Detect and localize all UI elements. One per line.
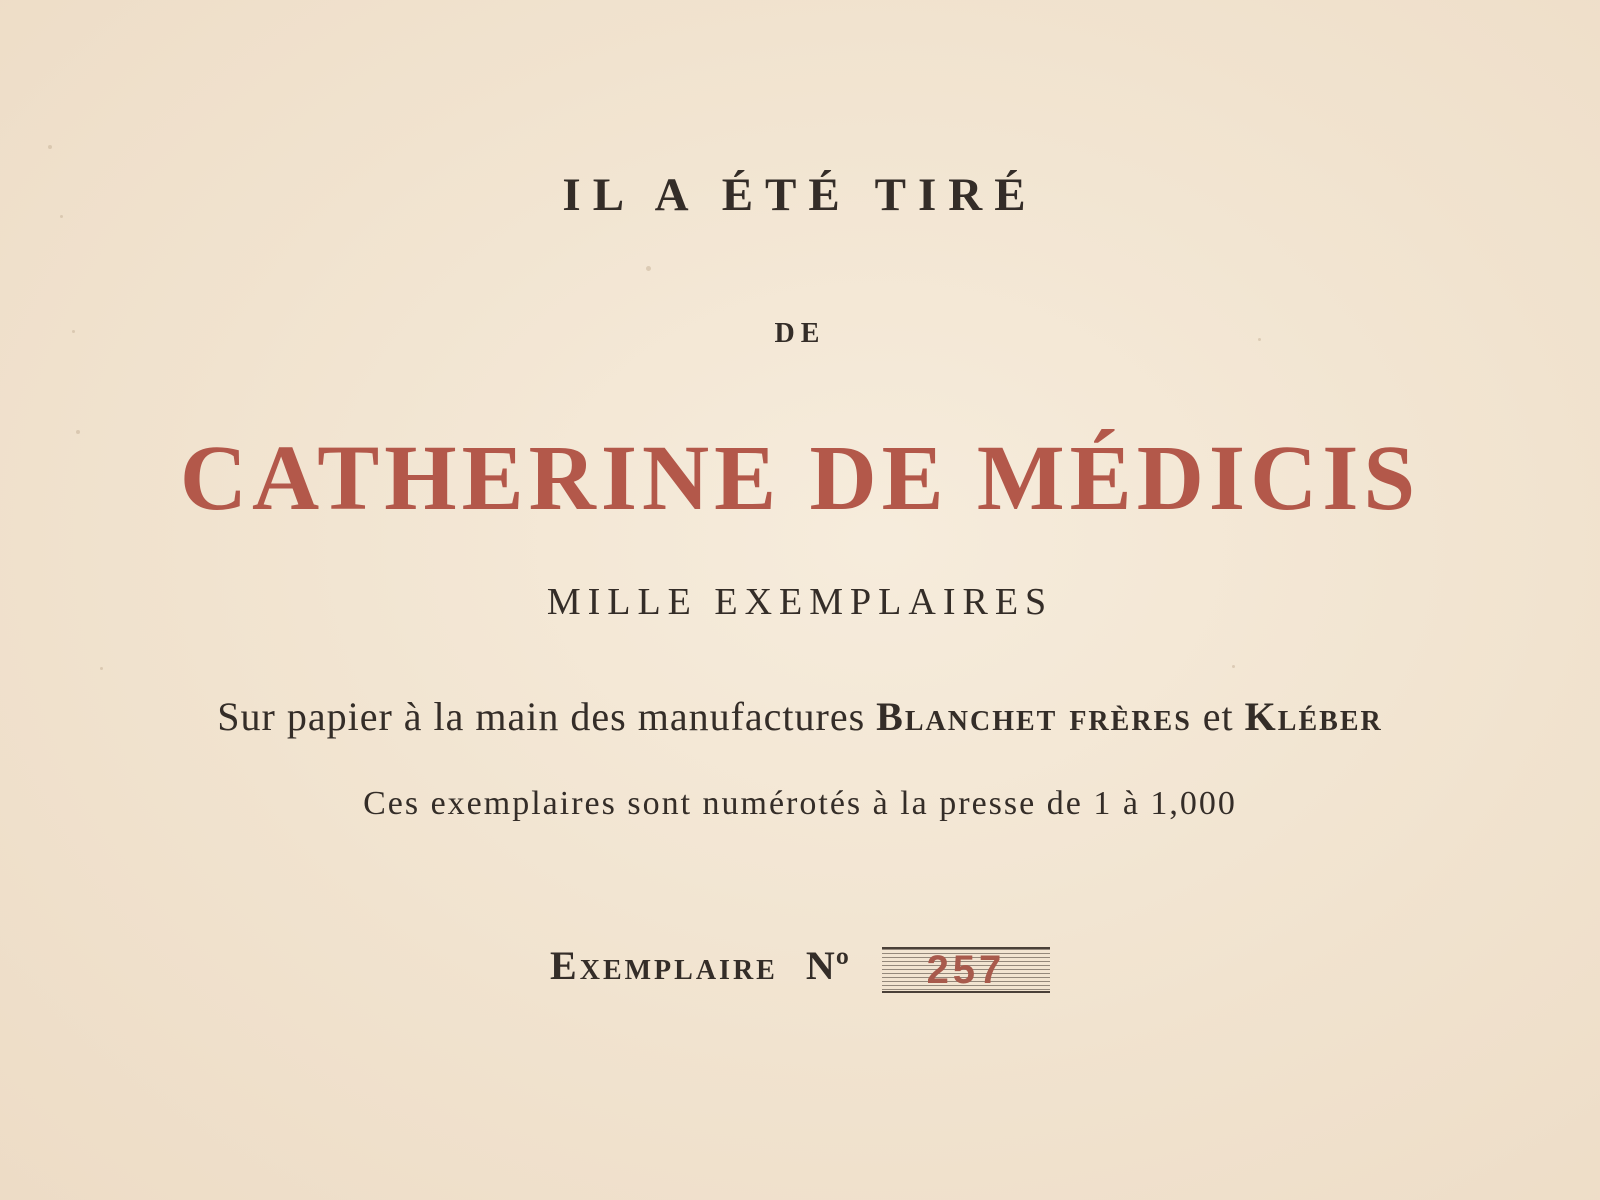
paper-speck (48, 145, 52, 149)
copy-number-line (0, 942, 1600, 993)
imprint-heading: IL A ÉTÉ TIRÉ (562, 169, 1038, 221)
paper-maker-1: Blanchet frères (876, 694, 1192, 739)
copy-number-value: 257 (926, 947, 1006, 992)
imprint-preposition: DE (774, 318, 826, 349)
paper-conjunction: et (1202, 694, 1234, 739)
paper-maker-2: Kléber (1244, 694, 1383, 739)
paper-speck (646, 266, 651, 271)
paper-speck (1232, 665, 1235, 668)
paper-speck (100, 667, 103, 670)
paper-statement (0, 693, 1600, 740)
copy-number-stamp (882, 947, 1050, 993)
paper-prefix: Sur papier à la main des manufactures (217, 694, 866, 739)
copy-label: Exemplaire (550, 943, 778, 988)
copy-number-label: Nº (805, 943, 850, 988)
book-title: CATHERINE DE MÉDICIS (179, 427, 1421, 530)
numbering-statement: Ces exemplaires sont numérotés à la presse de 1 à 1,000 (363, 785, 1237, 822)
copies-count: MILLE EXEMPLAIRES (546, 581, 1054, 623)
